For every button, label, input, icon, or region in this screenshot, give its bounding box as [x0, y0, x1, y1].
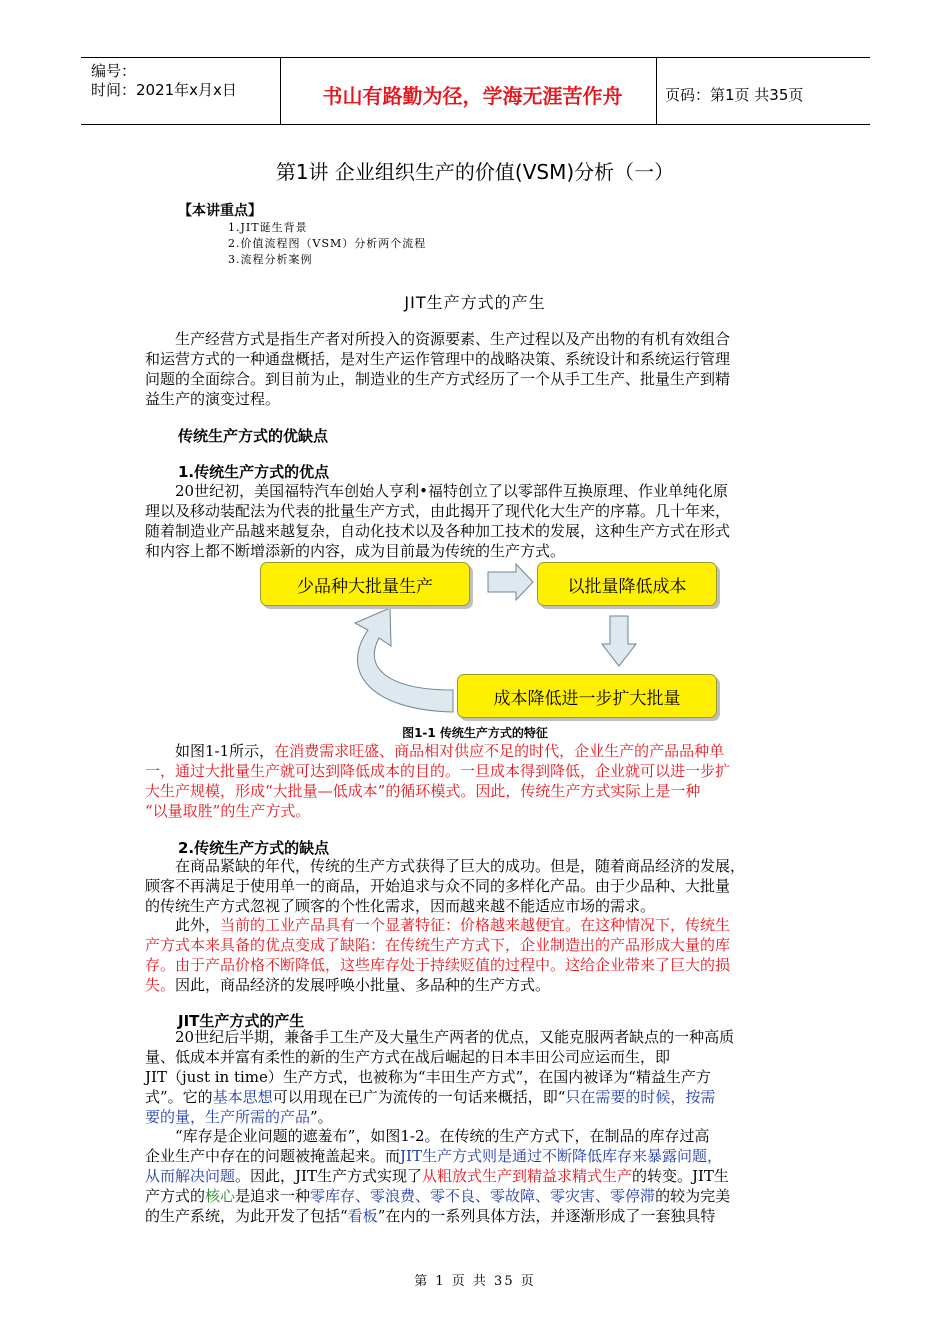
text-line [145, 1107, 807, 1127]
text-span: 的转变。JIT生 [631, 1167, 729, 1185]
emphasis-text: 从而解决问题 [145, 1167, 236, 1185]
emphasis-text: 产方式本来具备的优点变成了缺陷：在传统生产方式下，企业制造出的产品形成大量的库 [145, 936, 731, 954]
text-line: 和内容上都不断增添新的内容，成为目前最为传统的生产方式。 [145, 542, 566, 560]
emphasis-text: 存。由于产品价格不断降低，这些库存处于持续贬值的过程中。这给企业带来了巨大的损 [145, 956, 731, 974]
page-footer: 第 1 页 共 35 页 [414, 1274, 536, 1289]
text-line: 量、低成本并富有柔性的新的生产方式在战后崛起的日本丰田公司应运而生，即 [145, 1048, 671, 1066]
emphasis-text: JIT生产方式则是通过不断降低库存来暴露问题， [400, 1147, 722, 1165]
right-arrow-icon [488, 564, 533, 600]
emphasis-text: 看板 [347, 1207, 378, 1225]
jit-paragraph-1 [145, 1027, 807, 1127]
key-point-item: 3.流程分析案例 [228, 253, 313, 266]
doc-number-label: 编号： [91, 62, 137, 80]
text-line: 问题的全面综合。到目前为止，制造业的生产方式经历了一个从手工生产、批量生产到精 [145, 370, 731, 388]
header-motto: 书山有路勤为径，学海无涯苦作舟 [322, 84, 623, 108]
header-page-info: 页码：第1页 共35页 [665, 86, 804, 104]
heading-advantages: 1.传统生产方式的优点 [178, 463, 330, 481]
text-line: 益生产的演变过程。 [145, 390, 281, 408]
text-line [145, 1206, 807, 1226]
emphasis-text: “以量取胜”的生产方式。 [145, 802, 311, 820]
key-point-item: 1.JIT诞生背景 [228, 221, 308, 234]
text-span: 。因此，JIT生产方式实现了 [235, 1167, 422, 1185]
figure-explanation-paragraph [145, 741, 807, 821]
text-span: ”。 [310, 1108, 333, 1126]
advantages-paragraph [145, 481, 807, 561]
text-line: 生产经营方式是指生产者对所投入的资源要素、生产过程以及产出物的有机有效组合 [175, 330, 731, 348]
text-line: 20世纪初，美国福特汽车创始人亨利•福特创立了以零部件互换原理、作业单纯化原 [175, 482, 728, 500]
text-span: 是追求一种 [235, 1187, 311, 1205]
doc-date: 时间：2021年x月x日 [91, 81, 237, 99]
key-point-item: 2.价值流程图（VSM）分析两个流程 [228, 237, 427, 250]
text-span: 的较为完美 [655, 1187, 731, 1205]
text-span: 企业生产中存在的问题被掩盖起来。而 [145, 1147, 401, 1165]
text-line: 理以及移动装配法为代表的批量生产方式，由此揭开了现代化大生产的序幕。几十年来， [145, 502, 731, 520]
key-points-heading: 【本讲重点】 [178, 203, 262, 219]
text-line: 的传统生产方式忽视了顾客的个性化需求，因而越来越不能适应市场的需求。 [145, 897, 656, 915]
emphasis-text: 一，通过大批量生产就可达到降低成本的目的。一旦成本得到降低，企业就可以进一步扩 [145, 762, 731, 780]
intro-paragraph [145, 329, 807, 409]
header-meta [91, 62, 237, 100]
text-line [145, 1087, 807, 1107]
emphasis-text: 大生产规模，形成“大批量—低成本”的循环模式。因此，传统生产方式实际上是一种 [145, 782, 701, 800]
heading-disadvantages: 2.传统生产方式的缺点 [178, 839, 330, 857]
box-small-variety-mass-production: 少品种大批量生产 [260, 562, 470, 606]
text-line [145, 915, 807, 935]
header-divider [656, 58, 657, 124]
text-line: 顾客不再满足于使用单一的商品，开始追求与众不同的多样化产品。由于少品种、大批量 [145, 877, 731, 895]
text-line [145, 1166, 807, 1186]
box-expand-batch: 成本降低进一步扩大批量 [457, 674, 717, 718]
emphasis-text: 在消费需求旺盛、商品相对供应不足的时代，企业生产的产品品种单 [274, 742, 725, 760]
jit-paragraph-2 [145, 1126, 807, 1226]
figure-traditional-cycle [258, 560, 718, 720]
emphasis-text: 只在需要的时候，按需 [565, 1088, 716, 1106]
emphasis-text: 要的量，生产所需的产品 [145, 1108, 311, 1126]
emphasis-text: 从粗放式生产到精益求精式生产 [421, 1167, 632, 1185]
text-line: 随着制造业产品越来越复杂，自动化技术以及各种加工技术的发展，这种生产方式在形式 [145, 522, 731, 540]
section-title: JIT生产方式的产生 [404, 293, 546, 312]
emphasis-text: 当前的工业产品具有一个显著特征：价格越来越便宜。在这种情况下，传统生 [220, 916, 731, 934]
text-span: ”在内的一系列具体方法，并逐渐形成了一套独具特 [377, 1207, 716, 1225]
box-reduce-cost-by-batch: 以批量降低成本 [537, 562, 717, 606]
disadvantages-paragraph-2 [145, 915, 807, 995]
text-span: 可以用现在已广为流传的一句话来概括，即“ [272, 1088, 566, 1106]
text-span: 因此，商品经济的发展呼唤小批量、多品种的生产方式。 [175, 976, 551, 994]
text-line [145, 975, 807, 995]
text-line [145, 1146, 807, 1166]
emphasis-text: 零库存、零浪费、零不良、零故障、零灾害、零停滞 [310, 1187, 656, 1205]
text-span: 式”。它的 [145, 1088, 213, 1106]
header-table [81, 57, 870, 125]
heading-jit: JIT生产方式的产生 [178, 1012, 305, 1030]
text-line: 20世纪后半期，兼备手工生产及大量生产两者的优点，又能克服两者缺点的一种高质 [175, 1028, 735, 1046]
text-line [145, 1186, 807, 1206]
text-line: JIT（just in time）生产方式，也被称为“丰田生产方式”，在国内被译为“精益生产方 [145, 1068, 711, 1086]
text-span: 如图1-1所示， [175, 742, 275, 760]
text-line: “库存是企业问题的遮羞布”，如图1-2。在传统的生产方式下，在制品的库存过高 [175, 1127, 710, 1145]
heading-traditional: 传统生产方式的优缺点 [178, 427, 329, 445]
text-line: 在商品紧缺的年代，传统的生产方式获得了巨大的成功。但是，随着商品经济的发展， [175, 857, 746, 875]
down-arrow-icon [602, 616, 636, 666]
lecture-title: 第1讲 企业组织生产的价值(VSM)分析（一） [275, 160, 675, 184]
emphasis-text: 基本思想 [212, 1088, 273, 1106]
emphasis-text: 核心 [205, 1187, 236, 1205]
header-divider [280, 58, 281, 124]
text-span: 产方式的 [145, 1187, 206, 1205]
emphasis-text: 失。 [145, 976, 176, 994]
text-span: 此外， [175, 916, 221, 934]
figure-caption: 图1-1 传统生产方式的特征 [402, 726, 548, 740]
text-span: 的生产系统，为此开发了包括“ [145, 1207, 348, 1225]
disadvantages-paragraph [145, 856, 807, 916]
text-line: 和运营方式的一种通盘概括，是对生产运作管理中的战略决策、系统设计和系统运行管理 [145, 350, 731, 368]
text-line [145, 741, 807, 761]
curved-arrow-icon [355, 608, 453, 712]
